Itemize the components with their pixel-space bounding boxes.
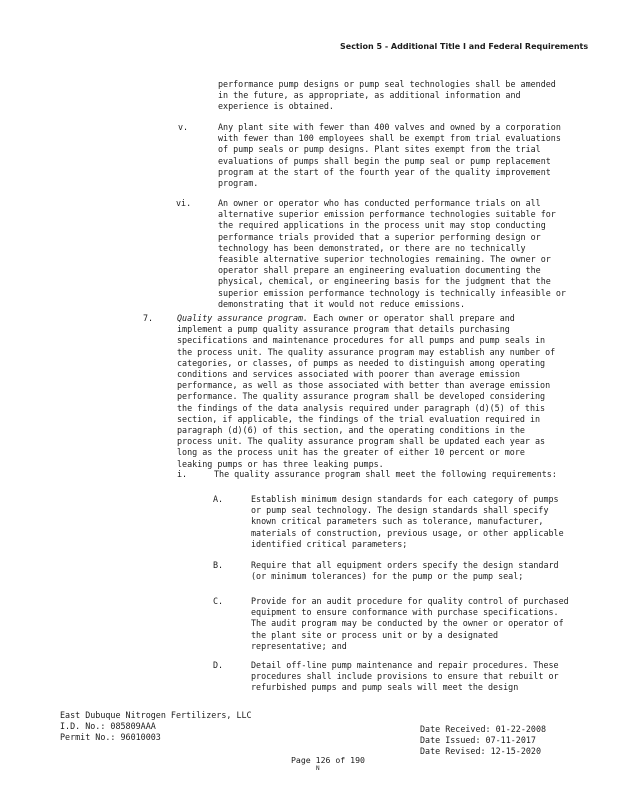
page-number: Page 126 of 190: [291, 755, 365, 765]
text-line: Establish minimum design standards for each category of pumps: [251, 494, 559, 504]
date-received: Date Received: 01-22-2008: [420, 724, 547, 734]
permit-number: Permit No.: 96010003: [60, 732, 161, 743]
text-line: The audit program may be conducted by the owner or operator of: [251, 618, 564, 629]
text-line: superior emission performance technology is technically infeasible or: [218, 287, 566, 298]
text-line: in the future, as appropriate, as additional information and: [218, 90, 521, 101]
text-line: refurbished pumps and pump seals will meet the design: [251, 682, 519, 693]
text-line: the findings of the data analysis required under paragraph (d)(5) of this: [177, 402, 546, 413]
subitem-b-paragraph: [251, 560, 559, 582]
text-line: technology has been demonstrated, or there are no technically: [218, 242, 526, 253]
footer-facility-block: [60, 710, 252, 744]
text-line: or pump seal technology. The design standards shall specify: [251, 505, 549, 516]
text-line: procedures shall include provisions to ensure that rebuilt or: [251, 671, 559, 682]
text-line: representative; and: [251, 640, 347, 651]
text-line: operator shall prepare an engineering evaluation documenting the: [218, 265, 541, 276]
text-line: long as the process unit has the greater of either 10 percent or more: [177, 447, 525, 458]
subitem-a-paragraph: [251, 494, 564, 550]
text-line: physical, chemical, or engineering basis for the judgment that the: [218, 276, 551, 287]
text-line: materials of construction, previous usage, or other applicable: [251, 527, 564, 538]
text-line: the required applications in the process unit may stop conducting: [218, 220, 546, 231]
text-line: with fewer than 100 employees shall be exempt from trial evaluations: [218, 133, 561, 144]
text-line: performance trials provided that a superior performing design or: [218, 231, 541, 242]
item-vi-paragraph: [218, 198, 566, 310]
text-line: the plant site or process unit or by a designated: [251, 629, 499, 640]
section-label-7: 7.: [143, 313, 154, 323]
subitem-d-paragraph: [251, 660, 559, 694]
text-line: An owner or operator who has conducted performance trials on all: [218, 198, 541, 208]
text-line: identified critical parameters;: [251, 538, 408, 549]
subitem-label-c: C.: [213, 596, 224, 606]
text-line: performance. The quality assurance program shall be developed considering: [177, 391, 546, 402]
text-line: demonstrating that it would not reduce emissions.: [218, 298, 466, 309]
subitem-label-b: B.: [213, 560, 224, 570]
text-line: categories, or classes, of pumps as needed to distinguish among operating: [177, 357, 546, 368]
section-7-paragraph: [177, 313, 555, 470]
text-line: section, if applicable, the findings of the trial evaluation required in: [177, 413, 541, 424]
subitem-c-paragraph: [251, 596, 569, 652]
text-line: evaluations of pumps shall begin the pump seal or pump replacement: [218, 155, 551, 166]
id-number: I.D. No.: 085809AAA: [60, 721, 156, 732]
text-line: performance pump designs or pump seal technologies shall be amended: [218, 79, 556, 89]
text-line: of pump seals or pump designs. Plant sites exempt from the trial: [218, 144, 541, 155]
date-issued: Date Issued: 07-11-2017: [420, 735, 536, 746]
text-line: known critical parameters such as tolerance, manufacturer,: [251, 516, 544, 527]
item-label-vi: vi.: [176, 198, 192, 208]
section-7-heading: Quality assurance program.: [177, 313, 309, 323]
text-line: feasible alternative superior technologies remaining. The owner or: [218, 254, 551, 265]
subsection-i-text: The quality assurance program shall meet the following requirements:: [214, 469, 557, 479]
text-line: performance, as well as those associated with better than average emission: [177, 380, 551, 391]
section-header: Section 5 - Additional Title I and Federal Requirements: [340, 42, 589, 51]
item-label-v: v.: [178, 122, 189, 132]
text-line: equipment to ensure conformance with purchase specifications.: [251, 607, 559, 618]
text-line: Provide for an audit procedure for quality control of purchased: [251, 596, 569, 606]
item-v-paragraph: [218, 122, 561, 189]
text-line: Each owner or operator shall prepare and: [313, 313, 515, 323]
text-line: alternative superior emission performance technologies suitable for: [218, 209, 556, 220]
text-line: specifications and maintenance procedures for all pumps and pump seals in: [177, 335, 546, 346]
section-7-first-line: [177, 313, 555, 324]
date-revised: Date Revised: 12-15-2020: [420, 746, 542, 757]
text-line: paragraph (d)(6) of this section, and the operating conditions in the: [177, 425, 525, 436]
footer-dates-block: [420, 724, 546, 758]
text-line: leaking pumps or has three leaking pumps.: [177, 458, 384, 469]
facility-name: East Dubuque Nitrogen Fertilizers, LLC: [60, 710, 252, 720]
text-line: process unit. The quality assurance program shall be updated each year as: [177, 436, 546, 447]
text-line: the process unit. The quality assurance program may establish any number of: [177, 346, 556, 357]
text-line: Any plant site with fewer than 400 valves and owned by a corporation: [218, 122, 561, 132]
text-line: Detail off-line pump maintenance and repair procedures. These: [251, 660, 559, 670]
continuation-paragraph: [218, 79, 556, 113]
text-line: (or minimum tolerances) for the pump or the pump seal;: [251, 571, 524, 582]
text-line: program at the start of the fourth year of the quality improvement: [218, 166, 551, 177]
text-line: conditions and services associated with poorer than average emission: [177, 369, 520, 380]
subsection-label-i: i.: [177, 469, 188, 479]
text-line: program.: [218, 178, 259, 189]
text-line: implement a pump quality assurance program that details purchasing: [177, 324, 510, 335]
subitem-label-a: A.: [213, 494, 224, 504]
subitem-label-d: D.: [213, 660, 224, 670]
text-line: experience is obtained.: [218, 101, 334, 112]
page-mark: N: [316, 765, 320, 772]
text-line: Require that all equipment orders specify the design standard: [251, 560, 559, 570]
